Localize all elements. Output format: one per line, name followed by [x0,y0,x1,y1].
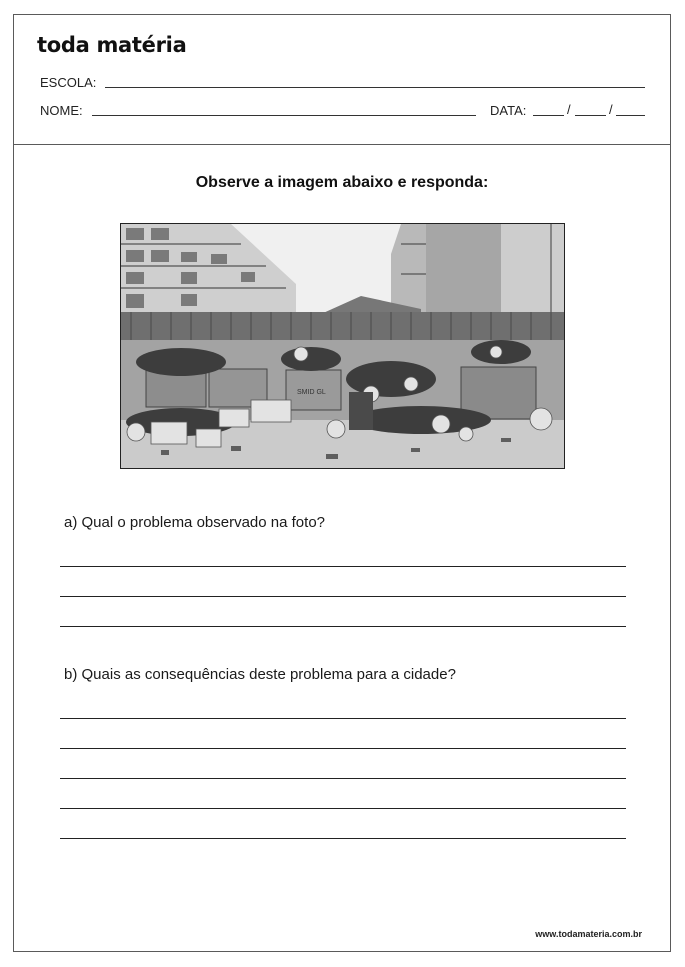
name-label: NOME: [40,103,83,118]
answer-line-a2[interactable] [60,596,626,597]
date-separator: / [567,102,571,117]
date-separator: / [609,102,613,117]
date-year-field[interactable] [616,115,645,116]
name-field[interactable] [92,115,476,116]
question-a: a) Qual o problema observado na foto? [64,514,325,531]
instruction-heading: Observe a imagem abaixo e responda: [195,174,489,191]
date-month-field[interactable] [575,115,606,116]
worksheet-header [14,15,670,145]
brand-logo: toda matéria [37,33,187,57]
answer-line-b4[interactable] [60,808,626,809]
answer-line-b1[interactable] [60,718,626,719]
answer-line-a1[interactable] [60,566,626,567]
footer-url: www.todamateria.com.br [535,929,642,939]
school-label: ESCOLA: [40,75,97,90]
question-b: b) Quais as consequências deste problema para a cidade? [64,666,456,683]
answer-line-a3[interactable] [60,626,626,627]
answer-line-b2[interactable] [60,748,626,749]
garbage-photo [120,223,565,469]
garbage-photo-illustration [121,224,565,469]
school-field[interactable] [105,87,645,88]
answer-line-b3[interactable] [60,778,626,779]
date-day-field[interactable] [533,115,564,116]
answer-line-b5[interactable] [60,838,626,839]
worksheet [13,14,671,952]
dumpster-label: SMID GL [297,389,326,396]
date-label: DATA: [490,103,527,118]
